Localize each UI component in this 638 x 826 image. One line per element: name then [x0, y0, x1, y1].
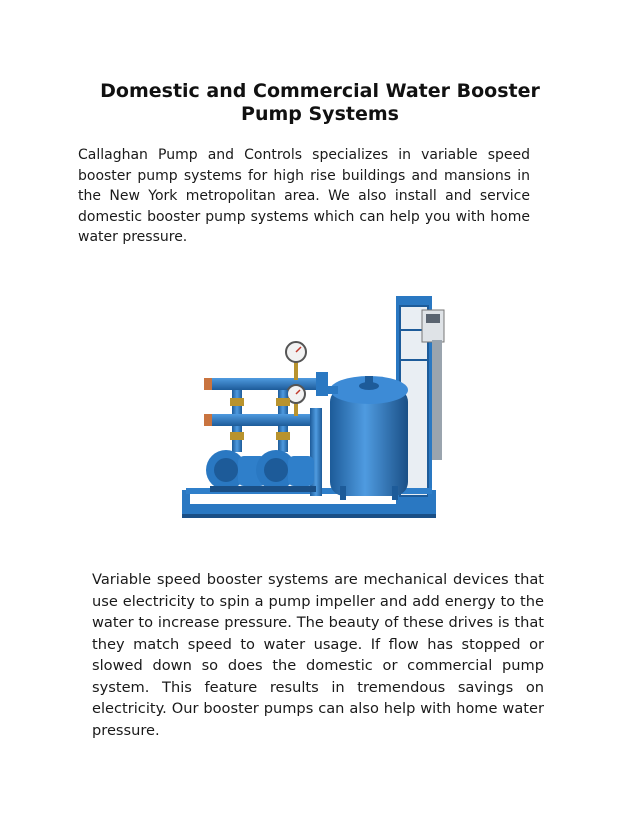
booster-pump-photo: [160, 290, 460, 536]
upper-header-pipe: [204, 372, 338, 396]
page-title: Domestic and Commercial Water Booster Pump Systems: [100, 80, 540, 125]
intro-paragraph: Callaghan Pump and Controls specializes in variable speed booster pump systems for high rise buildings and mansions in the New York metropolitan area. We also install and service domestic booster pump systems which can help you with home water pressure.: [78, 147, 530, 245]
body-paragraph: Variable speed booster systems are mechanical devices that use electricity to spin a pump impeller and add energy to the water to increase pressure. The beauty of these drives is that they match speed to water usage. If flow has stopped or slowed down so does the domestic or commercial pump system. This feature results in tremendous savings on electricity. Our booster pumps can also help with home water pressure.: [92, 571, 544, 739]
pressure-gauge-upper: [286, 342, 306, 380]
pump-right: [256, 390, 316, 492]
pressure-tank: [330, 376, 408, 500]
